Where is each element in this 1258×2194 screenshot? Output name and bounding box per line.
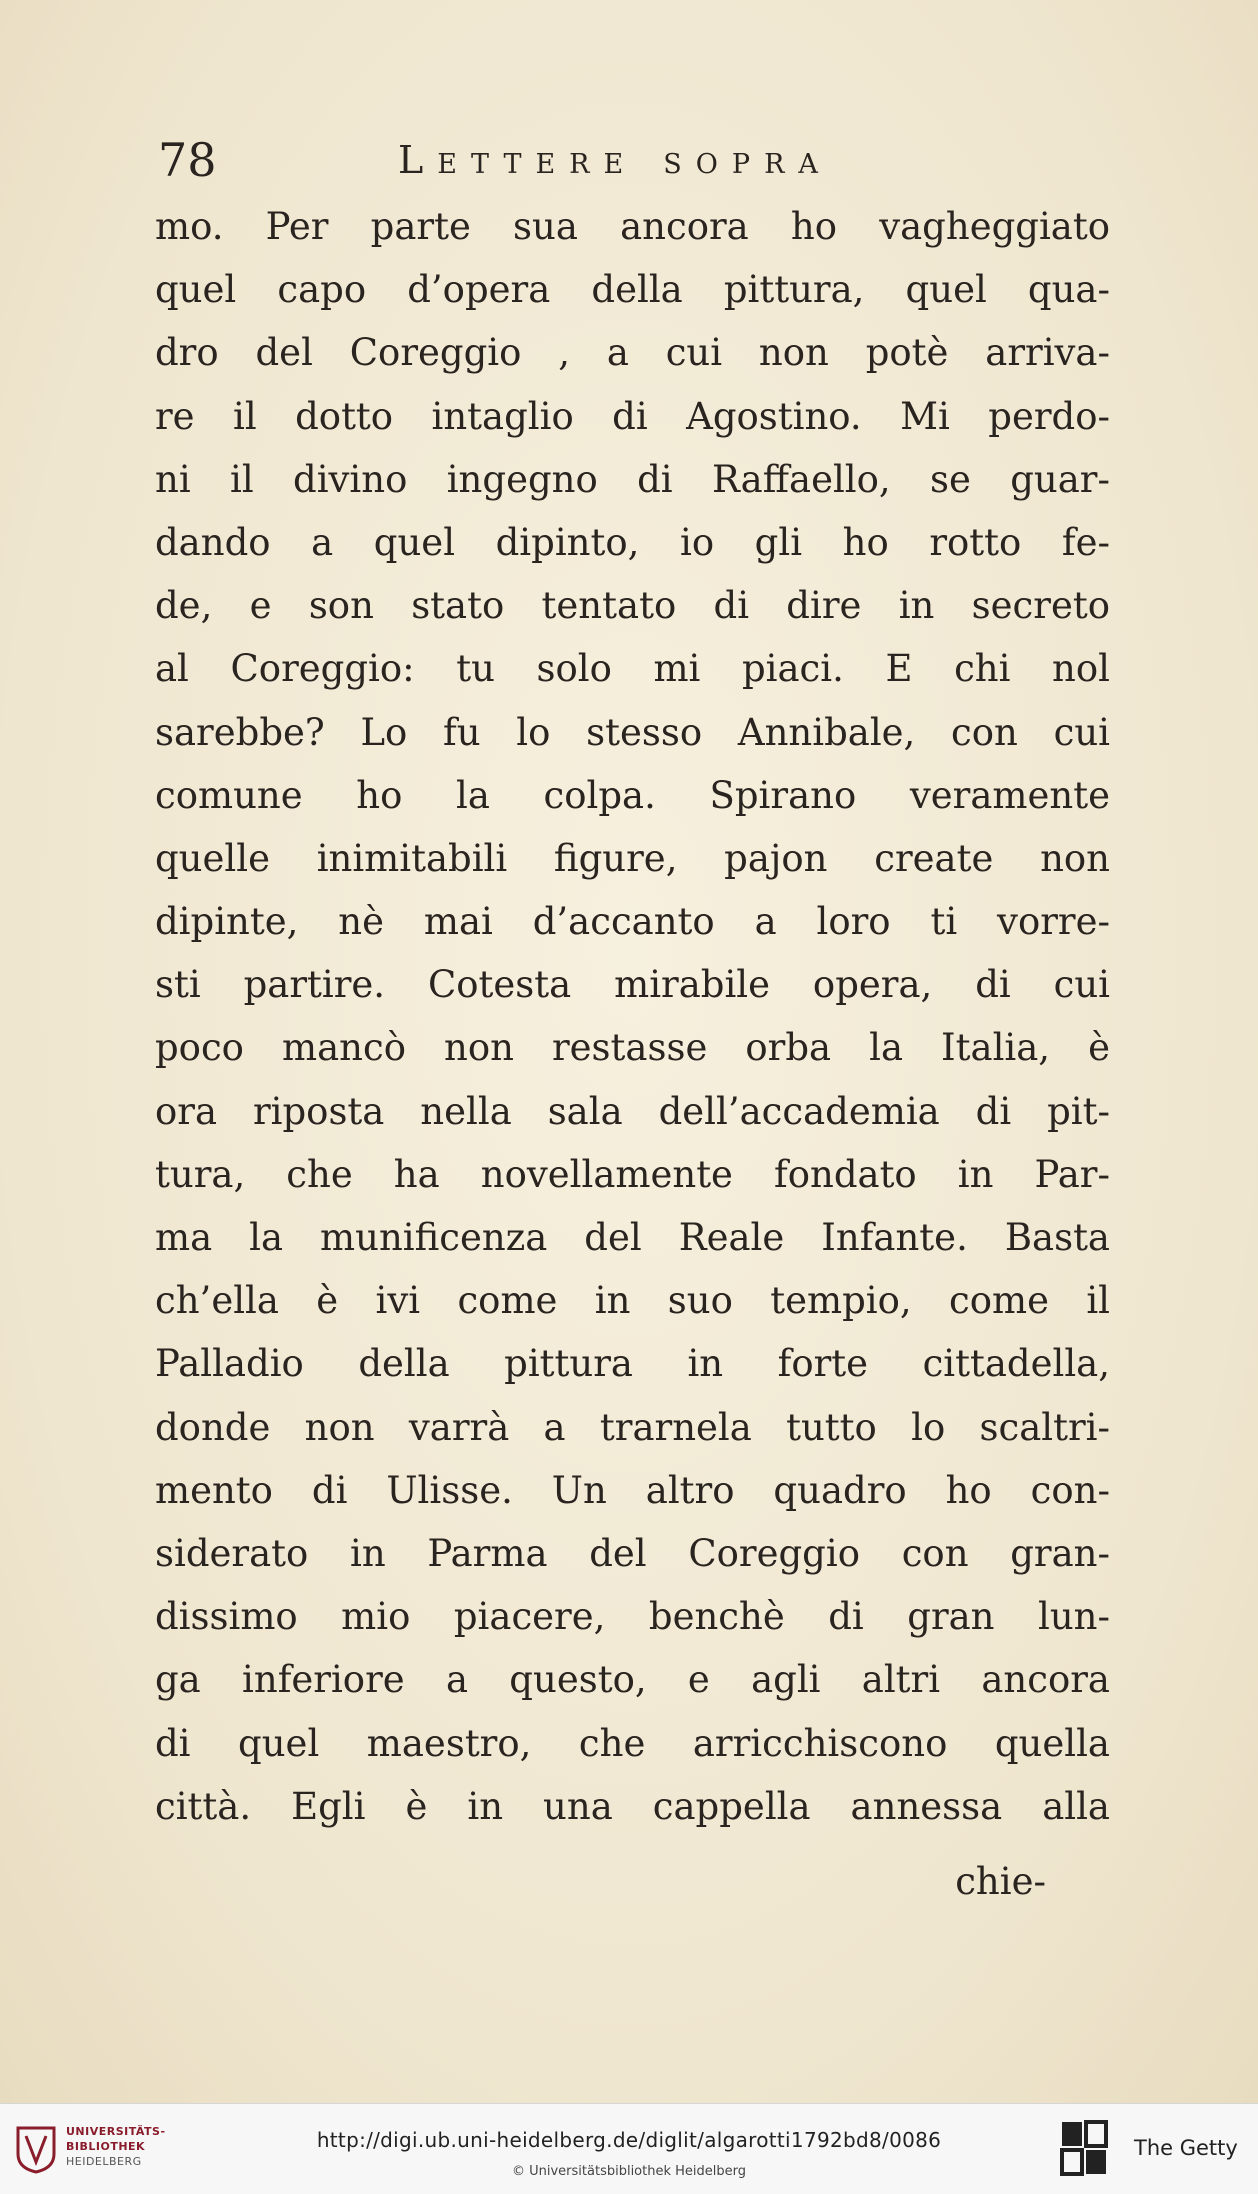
text-line: di quel maestro, che arricchiscono quella — [155, 1721, 1110, 1765]
text-line: ma la munificenza del Reale Infante. Basta — [155, 1216, 1110, 1259]
text-line: dro del Coreggio , a cui non potè arriva- — [155, 331, 1110, 375]
text-line: sarebbe? Lo fu lo stesso Annibale, con cui — [155, 710, 1110, 754]
library-city: HEIDELBERG — [66, 2155, 142, 2168]
text-line: re il dotto intaglio di Agostino. Mi perdo- — [155, 394, 1110, 438]
text-line: sti partire. Cotesta mirabile opera, di cui — [155, 963, 1110, 1007]
text-line: dipinte, nè mai d’accanto a loro ti vorre- — [155, 900, 1110, 944]
partner-name: The Getty — [1134, 2136, 1238, 2160]
text-line: città. Egli è in una cappella annessa alla — [155, 1784, 1110, 1828]
text-line: ni il divino ingegno di Raffaello, se guar- — [155, 457, 1110, 501]
permalink-url[interactable]: http://digi.ub.uni-heidelberg.de/diglit/algarotti1792bd8/0086 — [316, 2128, 942, 2152]
text-line: poco mancò non restasse orba la Italia, è — [155, 1026, 1110, 1070]
library-name-line2: BIBLIOTHEK — [66, 2140, 146, 2153]
text-line: quel capo d’opera della pittura, quel qua- — [155, 268, 1110, 312]
text-line: Palladio della pittura in forte cittadella, — [155, 1342, 1110, 1386]
body-text — [155, 195, 1110, 1838]
text-line: de, e son stato tentato di dire in secreto — [155, 584, 1110, 628]
text-line: tura, che ha novellamente fondato in Par- — [155, 1152, 1110, 1196]
text-line: siderato in Parma del Coreggio con gran- — [155, 1531, 1110, 1575]
text-line: comune ho la colpa. Spirano veramente — [155, 773, 1110, 817]
text-line: dissimo mio piacere, benchè di gran lun- — [155, 1595, 1110, 1639]
copyright-notice: © Universitätsbibliothek Heidelberg — [511, 2164, 746, 2179]
running-head-title: Lettere sopra — [398, 138, 832, 182]
text-line: quelle inimitabili figure, pajon create non — [155, 836, 1110, 880]
text-line: ga inferiore a questo, e agli altri ancora — [155, 1658, 1110, 1702]
text-line: al Coreggio: tu solo mi piaci. E chi nol — [155, 647, 1110, 691]
text-line: donde non varrà a trarnela tutto lo scaltri- — [155, 1405, 1110, 1449]
text-line: ora riposta nella sala dell’accademia di pit- — [155, 1089, 1110, 1133]
library-name-line1: UNIVERSITÄTS- — [66, 2125, 166, 2138]
text-line: mo. Per parte sua ancora ho vagheggiato — [155, 205, 1110, 248]
text-line: mento di Ulisse. Un altro quadro ho con- — [155, 1468, 1110, 1512]
page-number: 78 — [158, 133, 217, 187]
text-line: dando a quel dipinto, io gli ho rotto fe- — [155, 520, 1110, 564]
getty-logo-icon — [1060, 2120, 1110, 2176]
viewer-footer — [0, 2103, 1258, 2194]
text-line: ch’ella è ivi come in suo tempio, come il — [155, 1279, 1110, 1323]
catchword: chie- — [955, 1860, 1046, 1903]
running-head — [158, 130, 1098, 190]
